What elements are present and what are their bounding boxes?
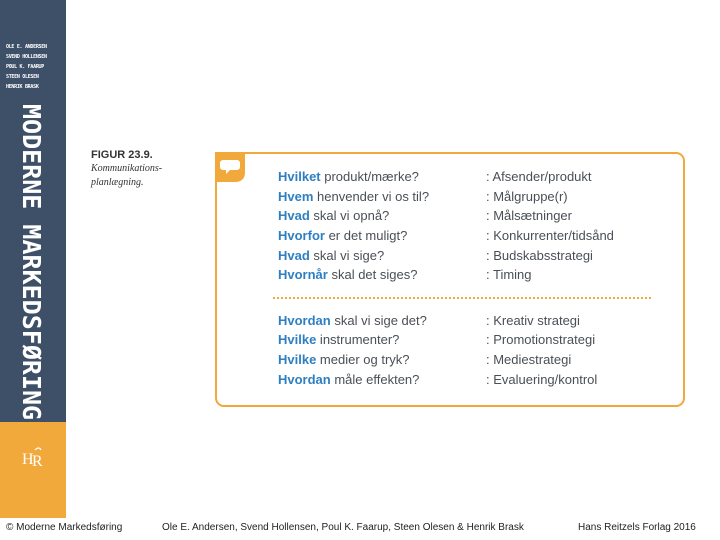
planning-row: [278, 265, 532, 285]
question-text: produkt/mærke?: [320, 169, 419, 184]
book-sidebar: [0, 0, 66, 422]
answer-text: : Promotionstrategi: [486, 332, 596, 347]
planning-row: [278, 311, 580, 331]
answer-text: : Afsender/produkt: [486, 169, 592, 184]
planning-row: [278, 246, 593, 266]
question-text: skal vi sige?: [309, 248, 385, 263]
author-name: HENRIK BRASK: [6, 84, 39, 90]
answer-text: : Timing: [486, 267, 532, 282]
publisher-logo-icon: [21, 446, 45, 468]
answer-text: : Budskabsstrategi: [486, 248, 593, 263]
author-name: SVEND HOLLENSEN: [6, 54, 47, 60]
svg-text:R: R: [32, 453, 43, 468]
answer-text: : Målsætninger: [486, 208, 572, 223]
question-keyword: Hvorfor: [278, 228, 325, 243]
svg-text:H: H: [22, 451, 34, 468]
answer-text: : Konkurrenter/tidsånd: [486, 228, 614, 243]
question-text: er det muligt?: [324, 228, 408, 243]
author-name: OLE E. ANDERSEN: [6, 44, 47, 50]
planning-row: [278, 226, 614, 246]
question-keyword: Hvilke: [278, 332, 317, 347]
question-text: måle effekten?: [330, 372, 420, 387]
question-keyword: Hvornår: [278, 267, 328, 282]
planning-row: [278, 370, 598, 390]
figure-number: FIGUR 23.9.: [91, 149, 153, 161]
question-text: skal vi opnå?: [309, 208, 390, 223]
question-keyword: Hvad: [278, 248, 310, 263]
figure-description-line: Kommunikations-: [91, 163, 163, 174]
author-name: STEEN OLESEN: [6, 74, 39, 80]
figure-description-line: planlægning.: [91, 177, 144, 188]
planning-row: [278, 350, 572, 370]
planning-row: [278, 167, 592, 187]
figure-caption: [91, 148, 201, 190]
question-text: instrumenter?: [316, 332, 400, 347]
answer-text: : Kreativ strategi: [486, 313, 580, 328]
footer-publisher: Hans Reitzels Forlag 2016: [578, 522, 696, 533]
answer-text: : Målgruppe(r): [486, 189, 568, 204]
book-title: MODERNE MARKEDSFØRING: [17, 104, 46, 421]
question-keyword: Hvem: [278, 189, 314, 204]
footer-copyright: © Moderne Markedsføring: [6, 522, 123, 533]
publisher-block: [0, 422, 66, 518]
question-keyword: Hvordan: [278, 313, 331, 328]
question-text: henvender vi os til?: [313, 189, 430, 204]
figure-description: [91, 162, 201, 190]
answer-text: : Mediestrategi: [486, 352, 572, 367]
author-name: POUL K. FAARUP: [6, 64, 44, 70]
answer-text: : Evaluering/kontrol: [486, 372, 598, 387]
planning-row: [278, 206, 572, 226]
question-text: skal det siges?: [327, 267, 418, 282]
speech-bubble-icon: [215, 152, 245, 182]
planning-row: [278, 330, 596, 350]
footer-authors: Ole E. Andersen, Svend Hollensen, Poul K. Faarup, Steen Olesen & Henrik Brask: [162, 522, 524, 533]
section-divider: [273, 297, 651, 299]
question-keyword: Hvordan: [278, 372, 331, 387]
question-text: skal vi sige det?: [330, 313, 427, 328]
question-keyword: Hvilket: [278, 169, 321, 184]
planning-row: [278, 187, 568, 207]
question-keyword: Hvad: [278, 208, 310, 223]
question-text: medier og tryk?: [316, 352, 410, 367]
question-keyword: Hvilke: [278, 352, 317, 367]
author-list: [6, 42, 62, 92]
